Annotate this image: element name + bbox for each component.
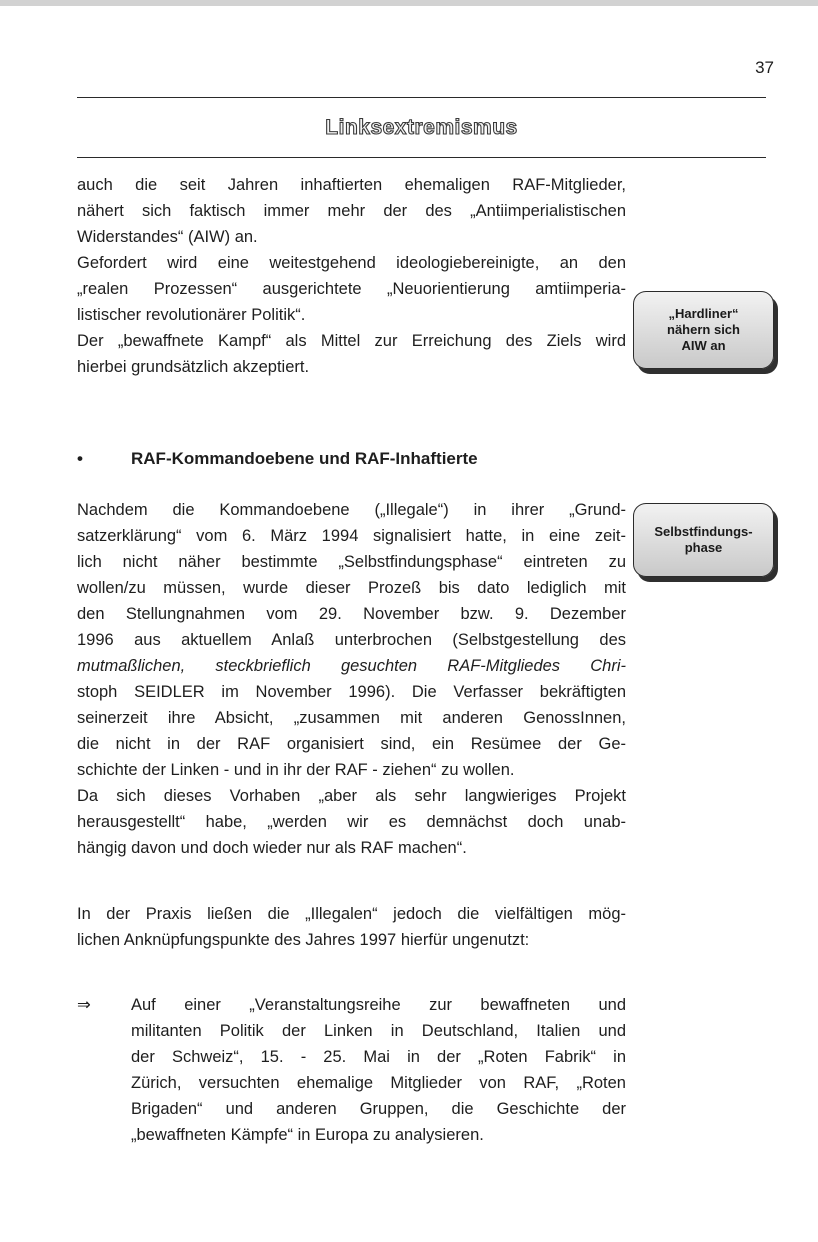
paragraph-3 xyxy=(77,901,626,953)
page-number: 37 xyxy=(755,58,774,77)
bullet-icon: • xyxy=(77,449,83,468)
text-line: wollen/zu müssen, wurde dieser Prozeß bis dato lediglich mit xyxy=(77,579,626,597)
text-line: schichte der Linken - und in ihr der RAF - ziehen“ zu wollen. xyxy=(77,761,515,779)
callout-line: phase xyxy=(684,540,723,555)
text-line: lich nicht näher bestimmte „Selbstfindungsphase“ eintreten zu xyxy=(77,553,626,571)
text-line: In der Praxis ließen die „Illegalen“ jedoch die vielfältigen mög- xyxy=(77,905,626,923)
text-line: Brigaden“ und anderen Gruppen, die Geschichte der xyxy=(131,1100,626,1118)
callout-line: AIW an xyxy=(681,338,726,353)
text-line: Da sich dieses Vorhaben „aber als sehr langwieriges Projekt xyxy=(77,787,626,805)
text-line: 1996 aus aktuellem Anlaß unterbrochen (Selbstgestellung des xyxy=(77,631,626,649)
arrow-list-item-text xyxy=(131,992,626,1148)
text-line: Auf einer „Veranstaltungsreihe zur bewaffneten und xyxy=(131,996,626,1014)
text-line: seinerzeit ihre Absicht, „zusammen mit anderen GenossInnen, xyxy=(77,709,626,727)
text-line: der Schweiz“, 15. - 25. Mai in der „Roten Fabrik“ in xyxy=(131,1048,626,1066)
text-line: Widerstandes“ (AIW) an. xyxy=(77,228,258,246)
text-line: hierbei grundsätzlich akzeptiert. xyxy=(77,358,310,376)
text-line: auch die seit Jahren inhaftierten ehemaligen RAF-Mitglieder, xyxy=(77,176,626,194)
text-line: die nicht in der RAF organisiert sind, ein Resümee der Ge- xyxy=(77,735,626,753)
callout-line: Selbstfindungs- xyxy=(654,524,753,539)
section-heading xyxy=(77,449,478,469)
text-line: militanten Politik der Linken in Deutschland, Italien und xyxy=(131,1022,626,1040)
header-rule-bottom xyxy=(77,157,766,158)
text-line: herausgestellt“ habe, „werden wir es demnächst doch unab- xyxy=(77,813,626,831)
text-line: listischer revolutionärer Politik“. xyxy=(77,306,306,324)
text-line: mutmaßlichen, steckbrieflich gesuchten RAF-Mitgliedes Chri- xyxy=(77,657,626,675)
text-line: „realen Prozessen“ ausgerichtete „Neuorientierung amtiimperia- xyxy=(77,280,626,298)
text-line: stoph SEIDLER im November 1996). Die Verfasser bekräftigten xyxy=(77,683,626,701)
text-line: nähert sich faktisch immer mehr der des „Antiimperialistischen xyxy=(77,202,626,220)
running-head: Linksextremismus xyxy=(325,116,518,139)
scan-edge xyxy=(0,0,818,6)
text-line: Zürich, versuchten ehemalige Mitglieder von RAF, „Roten xyxy=(131,1074,626,1092)
text-line: hängig davon und doch wieder nur als RAF machen“. xyxy=(77,839,467,857)
header-rule-top xyxy=(77,97,766,98)
margin-callout-hardliner xyxy=(633,291,774,369)
text-line: satzerklärung“ vom 6. März 1994 signalisiert hatte, in eine zeit- xyxy=(77,527,626,545)
section-heading-text: RAF-Kommandoebene und RAF-Inhaftierte xyxy=(131,449,478,468)
text-line: den Stellungnahmen vom 29. November bzw. 9. Dezember xyxy=(77,605,626,623)
text-line: „bewaffneten Kämpfe“ in Europa zu analysieren. xyxy=(131,1126,484,1144)
margin-callout-selbstfindung xyxy=(633,503,774,577)
text-line: lichen Anknüpfungspunkte des Jahres 1997 hierfür ungenutzt: xyxy=(77,931,530,949)
callout-line: nähern sich xyxy=(667,322,740,337)
right-double-arrow-icon: ⇒ xyxy=(77,996,91,1014)
text-line: Gefordert wird eine weitestgehend ideologiebereinigte, an den xyxy=(77,254,626,272)
paragraph-1 xyxy=(77,172,626,380)
text-line: Nachdem die Kommandoebene („Illegale“) in ihrer „Grund- xyxy=(77,501,626,519)
paragraph-2 xyxy=(77,497,626,861)
text-line: Der „bewaffnete Kampf“ als Mittel zur Erreichung des Ziels wird xyxy=(77,332,626,350)
callout-line: „Hardliner“ xyxy=(668,306,739,321)
